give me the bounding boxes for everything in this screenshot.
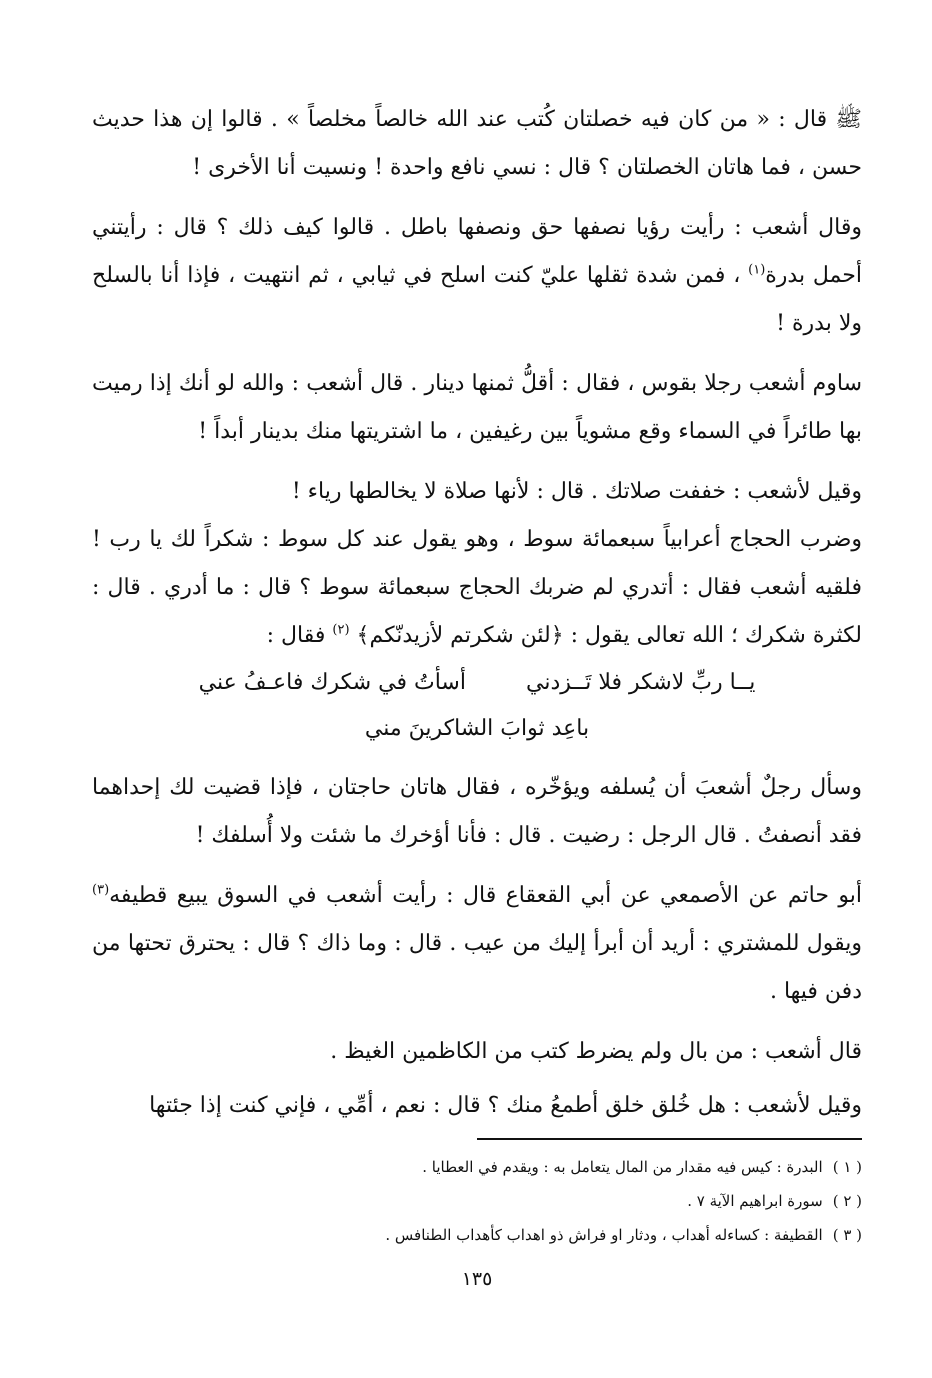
footnote-1-number: ( ١ ): [832, 1158, 862, 1176]
paragraph-bow: ساوم أشعب رجلا بقوس ، فقال : أقلُّ ثمنها دينار . قال أشعب : والله لو أنك إذا رميت بها طائراً في السماء وقع مشوياً بين رغيفين ، ما اشتريتها منك بدينار أبداً !: [92, 371, 862, 444]
footnote-2-text: سورة ابراهيم الآية ٧ .: [687, 1192, 823, 1210]
poem-hemistich-1b: أسأتُ في شكرك فاعـفُ عني: [198, 670, 466, 695]
paragraph-loan: وسأل رجلٌ أشعبَ أن يُسلفه ويؤخّره ، فقال هاتان حاجتان ، فإذا قضيت لك إحداهما فقد أنصفتُ . قال الرجل : رضيت . قال : فأنا أؤخرك ما شئت ولا أُسلفك !: [92, 775, 862, 848]
paragraph-dream-part1: وقال أشعب : رأيت رؤيا نصفها حق ونصفها باطل . قالوا كيف ذلك ؟ قال : رأيتني أحمل بدرة: [92, 215, 862, 288]
footnote-3: [92, 1218, 862, 1252]
paragraph-hajjaj-text: وضرب الحجاج أعرابياً سبعمائة سوط ، وهو يقول عند كل سوط : شكراً لك يا رب ! فلقيه أشعب فقال : أتدري لم ضربك الحجاج سبعمائة سوط ؟ قال : ما أدري . قال : لكثرة شكرك ؛ الله تعالى يقول : ﴿لئن شكرتم لأزيدنّكم﴾: [92, 527, 862, 648]
footnote-2: [92, 1184, 862, 1218]
footnote-marker-1: (١): [748, 262, 766, 278]
poem-hemistich-2: باعِد ثوابَ الشاكرينَ مني: [364, 716, 590, 741]
footnote-3-number: ( ٣ ): [832, 1226, 862, 1244]
footnotes: [92, 1150, 862, 1252]
paragraph-blanket: [92, 872, 862, 1016]
poem-verse-1: [92, 660, 862, 706]
paragraph-greed: وقيل لأشعب : هل خُلق خلق أطمعُ منك ؟ قال : نعم ، أمِّي ، فإني كنت إذا جئتها: [149, 1093, 862, 1118]
footnote-marker-3: (٣): [92, 882, 110, 898]
paragraph-hajjaj-tail: فقال :: [266, 623, 326, 648]
paragraph-hadith: ﷺ قال : « من كان فيه خصلتان كُتب عند الله خالصاً مخلصاً » . قالوا إن هذا حديث حسن ، فما هاتان الخصلتان ؟ قال : نسي نافع واحدة ! ونسيت أنا الأخرى !: [92, 107, 862, 180]
footnote-1-text: البدرة : كيس فيه مقدار من المال يتعامل به : ويقدم في العطايا .: [422, 1158, 823, 1176]
footnote-3-text: القطيفة : كساءله أهداب ، ودثار او فراش ذو اهداب كأهداب الطنافس .: [385, 1226, 823, 1244]
footnote-1: [92, 1150, 862, 1184]
footnote-2-number: ( ٢ ): [832, 1192, 862, 1210]
poem-verse-2: [92, 706, 862, 752]
page-number: ١٣٥: [461, 1268, 493, 1290]
paragraph-prayer: وقيل لأشعب : خففت صلاتك . قال : لأنها صلاة لا يخالطها رياء !: [291, 479, 862, 504]
paragraph-dream-part2: ، فمن شدة ثقلها عليّ كنت اسلح في ثيابي ، ثم انتهيت ، فإذا أنا بالسلح ولا بدرة !: [92, 263, 862, 336]
book-page: [92, 96, 862, 1290]
poem-hemistich-1a: يــا ربِّ لاشكر فلا تَــزدني: [525, 670, 756, 695]
paragraph-blanket-part2: ويقول للمشتري : أريد أن أبرأ إليك من عيب . قال : وما ذاك ؟ قال : يحترق تحتها من دفن فيها .: [92, 931, 862, 1004]
footnote-divider: [477, 1138, 862, 1140]
footnote-marker-2: (٢): [332, 622, 350, 638]
paragraph-hajjaj: [92, 516, 862, 660]
paragraph-patience: قال أشعب : من بال ولم يضرط كتب من الكاظمين الغيظ .: [330, 1039, 862, 1064]
paragraph-blanket-part1: أبو حاتم عن الأصمعي عن أبي القعقاع قال : رأيت أشعب في السوق يبيع قطيفه: [109, 883, 862, 908]
paragraph-dream: [92, 204, 862, 348]
